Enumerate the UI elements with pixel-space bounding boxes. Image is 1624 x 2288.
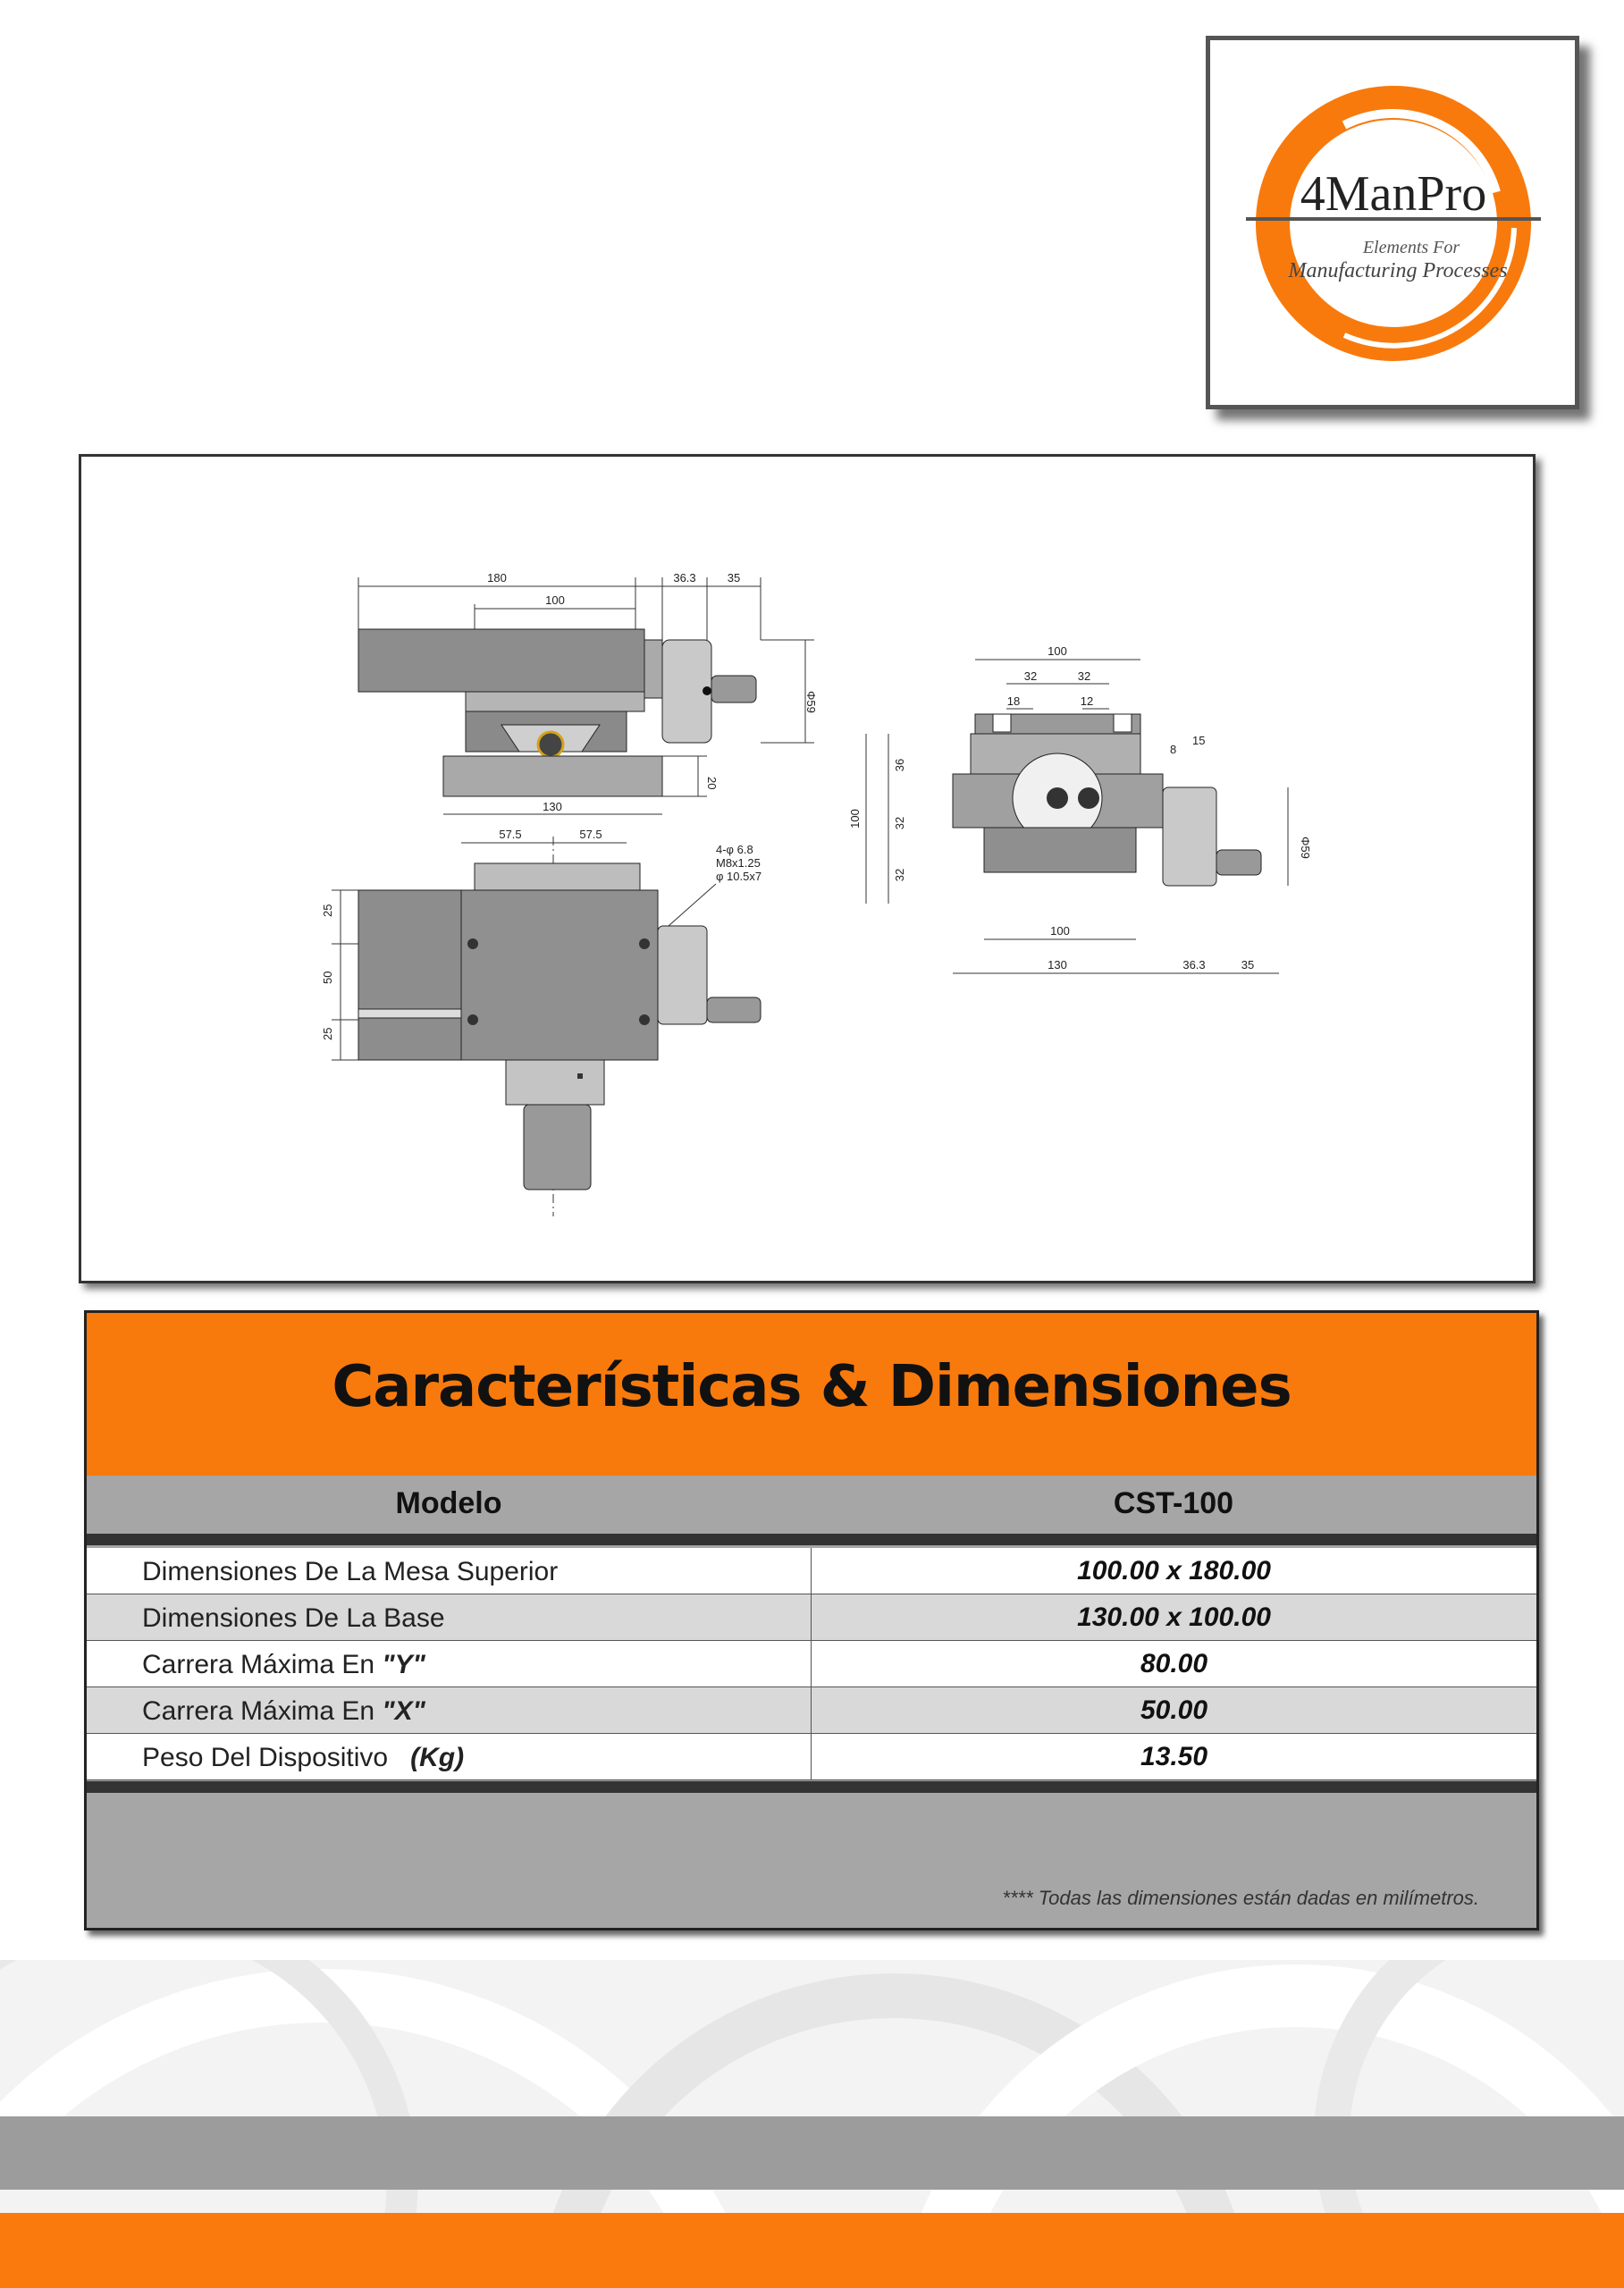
dim-label: 15 bbox=[1192, 734, 1206, 747]
row-label: Carrera Máxima En "Y" bbox=[142, 1650, 425, 1679]
dim-label: 36.3 bbox=[673, 571, 696, 585]
divider-bar bbox=[87, 1781, 1536, 1793]
footer-orange-band bbox=[0, 2213, 1624, 2288]
brand-logo-card bbox=[1206, 36, 1579, 409]
brand-logo bbox=[1210, 40, 1575, 405]
table-header bbox=[87, 1313, 1536, 1476]
dim-label: 57.5 bbox=[579, 828, 602, 841]
dim-label: 18 bbox=[1006, 694, 1021, 708]
row-label: Carrera Máxima En "X" bbox=[142, 1696, 425, 1726]
brand-tagline-1: Elements For bbox=[1362, 238, 1460, 257]
dim-label: 35 bbox=[1241, 958, 1255, 972]
table-row bbox=[87, 1594, 1536, 1641]
dim-label: 100 bbox=[1048, 644, 1067, 658]
dim-label: 100 bbox=[1050, 924, 1070, 938]
technical-drawing-panel bbox=[79, 454, 1536, 1283]
dim-label: 130 bbox=[1048, 958, 1067, 972]
row-label: Dimensiones De La Base bbox=[142, 1603, 445, 1633]
dim-label: 8 bbox=[1170, 743, 1177, 756]
row-value: 130.00 x 100.00 bbox=[1077, 1602, 1271, 1632]
specifications-table bbox=[84, 1310, 1539, 1930]
technical-drawing bbox=[81, 457, 1533, 1281]
row-label: Peso Del Dispositivo (Kg) bbox=[142, 1743, 465, 1772]
dim-label: Φ59 bbox=[804, 691, 818, 713]
model-value: CST-100 bbox=[1113, 1486, 1234, 1520]
dim-label: 36 bbox=[893, 758, 906, 772]
dim-label: 100 bbox=[545, 593, 565, 607]
dim-label: 32 bbox=[893, 868, 906, 882]
table-row bbox=[87, 1687, 1536, 1734]
dim-label: 35 bbox=[727, 571, 741, 585]
row-value: 100.00 x 180.00 bbox=[1077, 1556, 1271, 1586]
elevation-view bbox=[358, 571, 818, 814]
divider-bar bbox=[87, 1534, 1536, 1545]
callout-line: M8x1.25 bbox=[716, 856, 761, 870]
callout-line: 4-φ 6.8 bbox=[716, 843, 753, 856]
row-value: 80.00 bbox=[1140, 1649, 1208, 1678]
spec-rows bbox=[87, 1548, 1536, 1780]
dim-label: Φ59 bbox=[1299, 837, 1312, 859]
row-value: 50.00 bbox=[1140, 1695, 1208, 1725]
plan-view bbox=[321, 828, 762, 1216]
row-label: Dimensiones De La Mesa Superior bbox=[142, 1557, 559, 1586]
dim-label: 12 bbox=[1080, 694, 1094, 708]
model-row bbox=[87, 1476, 1536, 1533]
dim-label: 20 bbox=[705, 777, 719, 790]
dim-label: 32 bbox=[1077, 669, 1091, 683]
table-title: Características & Dimensiones bbox=[332, 1354, 1292, 1420]
brand-name: 4ManPro bbox=[1300, 166, 1487, 222]
side-view bbox=[848, 644, 1312, 973]
brand-tagline-2: Manufacturing Processes bbox=[1288, 259, 1508, 282]
dim-label: 36.3 bbox=[1182, 958, 1206, 972]
dim-label: 180 bbox=[487, 571, 507, 585]
table-row bbox=[87, 1548, 1536, 1594]
dim-label: 25 bbox=[321, 1027, 334, 1040]
row-value: 13.50 bbox=[1140, 1742, 1208, 1771]
dim-label: 130 bbox=[543, 800, 562, 813]
table-row bbox=[87, 1734, 1536, 1780]
footnote: **** Todas las dimensiones están dadas en milímetros. bbox=[1002, 1887, 1479, 1909]
dim-label: 25 bbox=[321, 904, 334, 917]
dim-label: 32 bbox=[1023, 669, 1038, 683]
footer-gray-band bbox=[0, 2116, 1624, 2190]
table-row bbox=[87, 1641, 1536, 1687]
model-label: Modelo bbox=[395, 1486, 502, 1520]
dim-label: 50 bbox=[321, 971, 334, 984]
dim-label: 100 bbox=[848, 809, 862, 829]
dim-label: 57.5 bbox=[499, 828, 522, 841]
callout-line: φ 10.5x7 bbox=[716, 870, 762, 883]
dim-label: 32 bbox=[893, 816, 906, 830]
